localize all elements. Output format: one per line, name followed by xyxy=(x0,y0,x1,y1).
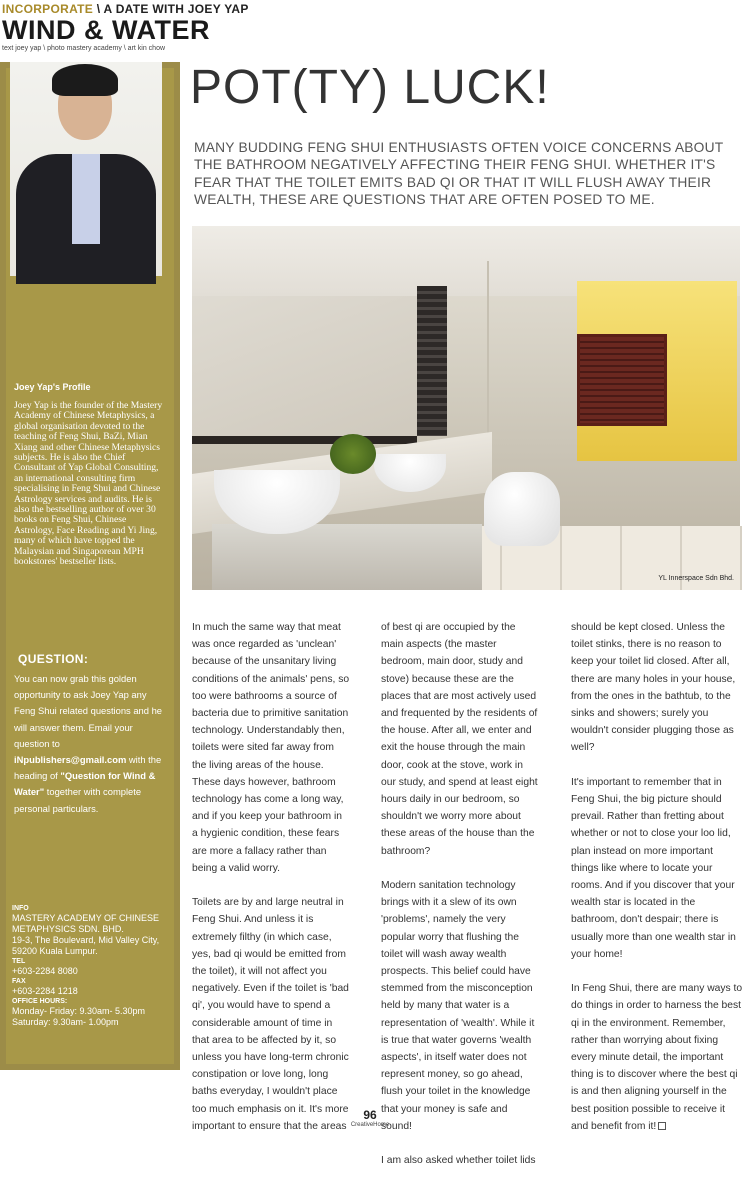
section-label: INCORPORATE xyxy=(2,2,94,16)
info-company: MASTERY ACADEMY OF CHINESE METAPHYSICS SDN. BHD. xyxy=(12,913,160,934)
question-intro: You can now grab this golden opportunity to ask Joey Yap any Feng Shui related questions and he will answer them. Email your question to xyxy=(14,673,163,749)
question-email[interactable]: iNpublishers@gmail.com xyxy=(14,754,127,766)
hours-label: OFFICE HOURS: xyxy=(12,998,68,1005)
fax-label: FAX xyxy=(12,978,26,985)
body-column-2 xyxy=(381,619,539,1187)
paragraph: I am also asked whether toilet lids xyxy=(381,1155,536,1167)
photo-toilet xyxy=(484,472,560,546)
photo-plant xyxy=(330,434,376,474)
column-label: \ A DATE WITH JOEY YAP xyxy=(93,2,249,16)
info-address: 19-3, The Boulevard, Mid Valley City, 59200 Kuala Lumpur. xyxy=(12,935,160,956)
question-end: together with complete personal particulars. xyxy=(14,786,142,814)
article-lead: MANY BUDDING FENG SHUI ENTHUSIASTS OFTEN VOICE CONCERNS ABOUT THE BATHROOM NEGATIVELY AFFECTING THEIR FENG SHUI. WHETHER IT'S FEAR THAT THE TOILET EMITS BAD QI OR THAT IT WILL FLUSH AWAY THEIR WEALTH, THESE ARE QUESTIONS THAT ARE OFTEN POSED TO ME. xyxy=(194,140,724,208)
photo-shirt xyxy=(72,154,100,244)
hours-saturday: Saturday: 9.30am- 1.00pm xyxy=(12,1017,119,1027)
paragraph: should be kept closed. Unless the toilet stinks, there is no reason to keep your toilet lid closed. After all, there are many holes in your house, from the ones in the bathtub, to the sinks and showers; surely you wouldn't consider plugging those as well? xyxy=(571,622,736,754)
paragraph: of best qi are occupied by the main aspects (the master bedroom, main door, study and stove) because these are the places that are most actively used and frequented by the residents of the house. After all, we enter and exit the house through the main door, cook at the stove, work in our study, and spend at least eight hours daily in our bedroom, so shouldn't we worry more about these areas of the house than the bathroom? xyxy=(381,622,538,857)
photo-hair xyxy=(52,64,118,96)
bathroom-photo xyxy=(192,226,740,590)
photo-credit: YL Innerspace Sdn Bhd. xyxy=(658,575,734,582)
tel-label: TEL xyxy=(12,958,26,965)
author-photo xyxy=(10,62,162,276)
body-column-1 xyxy=(192,619,350,1152)
article-title: POT(TY) LUCK! xyxy=(190,61,550,114)
question-heading: QUESTION: xyxy=(18,652,89,666)
body-column-3 xyxy=(571,619,743,1152)
paragraph: Modern sanitation technology brings with it a slew of its own 'problems', namely the very popular worry that flushing the toilet will wash away wealth prospects. This belief could have stemmed from the misconception held by many that water is a representation of 'wealth'. While it is true that water governs 'wealth aspects', in itself water does not represent money, so go ahead, flush your toilet in the knowledge that your money is safe and sound! xyxy=(381,880,535,1132)
question-body xyxy=(14,671,164,817)
magazine-name: CreativeHome xyxy=(350,1122,390,1128)
paragraph-text: In Feng Shui, there are many ways to do things in order to harness the best qi in the environment. Remember, rather than worrying about fixing every minute detail, the important thing is to discover where the best qi is and then aligning yourself in the best position possible to receive it and benefit from it! xyxy=(571,983,743,1132)
profile-bio: Joey Yap is the founder of the Mastery Academy of Chinese Metaphysics, a global organisation devoted to the teaching of Feng Shui, BaZi, Mian Xiang and other Chinese Metaphysics subjects. He is also the Chief Consultant of Yap Global Consulting, an international consulting firm specialising in Feng Shui and Chinese Astrology services and audits. He is also the bestselling author of over 30 books on Feng Shui, Chinese Astrology, Face Reading and Yi Jing, many of which have topped the Malaysian and Singaporean MPH bookstores' bestseller lists. xyxy=(14,400,163,568)
paragraph: In much the same way that meat was once regarded as 'unclean' because of the unsanitary living conditions of the animals' pens, so too were bathrooms a source of bacteria due to primitive sanitation technology. Understandably then, toilets were sited far away from the living areas of the house. These days however, bathroom technology has come a long way, and if you keep your bathroom in a hygienic condition, these fears are more a fallacy rather than being a valid worry. xyxy=(192,622,350,874)
question-mid: with the heading of xyxy=(14,754,162,782)
tel-number: +603-2284 8080 xyxy=(12,966,78,976)
page-number: 96 xyxy=(363,1108,377,1122)
hours-weekday: Monday- Friday: 9.30am- 5.30pm xyxy=(12,1006,146,1016)
question-subject: "Question for Wind & Water" xyxy=(14,770,156,798)
paragraph: It's important to remember that in Feng Shui, the big picture should prevail. Rather than fretting about whether or not to close your loo lid, plan instead on more important things like where to locate your rooms. And if you discover that your wealth star is located in the bathroom, don't despair; there is usually more than one wealth star in your home! xyxy=(571,776,736,960)
photo-blind xyxy=(417,286,447,436)
photo-cabinet xyxy=(212,524,482,590)
header-kicker xyxy=(2,2,249,16)
credits-line: text joey yap \ photo mastery academy \ art kin chow xyxy=(2,45,166,52)
column-title: WIND & WATER xyxy=(2,15,210,45)
photo-mirror xyxy=(192,296,417,444)
fax-number: +603-2284 1218 xyxy=(12,986,78,996)
profile-heading: Joey Yap's Profile xyxy=(14,382,91,392)
section-header xyxy=(0,0,300,56)
paragraph: Toilets are by and large neutral in Feng Shui. And unless it is extremely filthy (in which case, yes, bad qi would be emitted from the toilet), it will not affect you negatively. Even if the toilet is 'bad qi', you would have to spend a considerable amount of time in that area to be affected by it, so unless you have long-term chronic constipation or love long, long baths everyday, I wouldn't place too much emphasis on it. It's more important to ensure that the areas xyxy=(192,897,349,1132)
info-label: INFO xyxy=(12,905,29,912)
contact-info xyxy=(12,904,172,1028)
